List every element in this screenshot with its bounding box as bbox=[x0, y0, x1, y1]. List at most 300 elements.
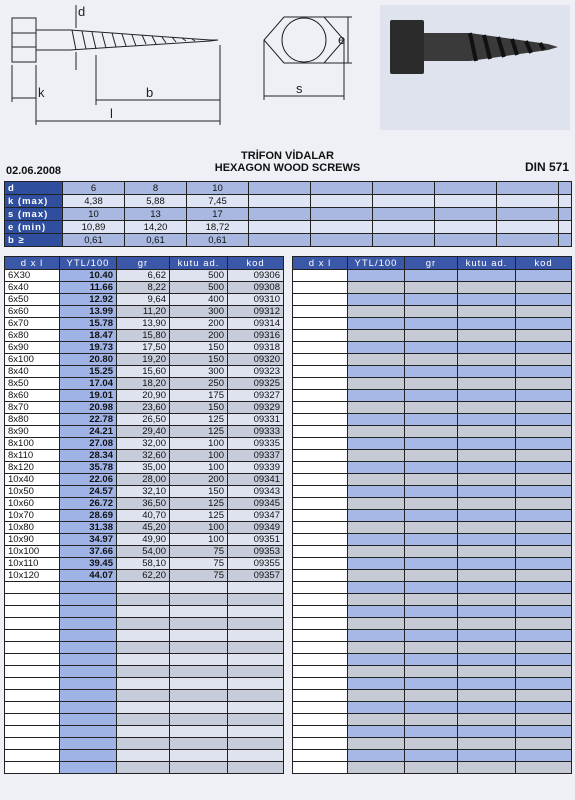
spec-empty-cell bbox=[435, 182, 497, 195]
table-cell bbox=[516, 294, 572, 306]
table-cell bbox=[348, 606, 405, 618]
table-cell bbox=[458, 678, 516, 690]
spec-empty-cell bbox=[249, 221, 311, 234]
spec-empty-cell bbox=[497, 208, 559, 221]
table-cell: 34.97 bbox=[60, 534, 117, 546]
table-cell: 6x60 bbox=[5, 306, 60, 318]
spec-empty-cell bbox=[373, 195, 435, 208]
table-cell bbox=[516, 438, 572, 450]
table-cell bbox=[405, 270, 458, 282]
spec-empty-cell bbox=[311, 234, 373, 247]
table-cell: 36,50 bbox=[117, 498, 170, 510]
spec-empty-cell bbox=[559, 195, 572, 208]
table-cell bbox=[60, 714, 117, 726]
table-cell bbox=[117, 726, 170, 738]
spec-empty-cell bbox=[497, 234, 559, 247]
table-cell bbox=[405, 726, 458, 738]
table-row bbox=[5, 678, 284, 690]
table-cell bbox=[405, 738, 458, 750]
table-cell bbox=[458, 558, 516, 570]
dim-d-label: d bbox=[78, 4, 86, 19]
table-cell: 75 bbox=[170, 570, 228, 582]
table-cell bbox=[60, 594, 117, 606]
table-row bbox=[5, 558, 284, 570]
table-cell bbox=[348, 714, 405, 726]
table-cell bbox=[458, 498, 516, 510]
table-cell bbox=[5, 678, 60, 690]
table-cell: 18,20 bbox=[117, 378, 170, 390]
spec-empty-cell bbox=[311, 195, 373, 208]
table-row bbox=[5, 762, 284, 774]
table-cell bbox=[293, 678, 348, 690]
table-cell bbox=[405, 666, 458, 678]
spec-empty-cell bbox=[373, 182, 435, 195]
table-cell bbox=[228, 678, 284, 690]
table-row bbox=[293, 402, 572, 414]
table-row bbox=[293, 654, 572, 666]
table-row bbox=[5, 630, 284, 642]
table-cell bbox=[348, 570, 405, 582]
table-cell: 8x60 bbox=[5, 390, 60, 402]
table-cell bbox=[170, 594, 228, 606]
table-cell bbox=[293, 426, 348, 438]
table-cell bbox=[60, 738, 117, 750]
table-cell bbox=[458, 510, 516, 522]
table-cell: 20,90 bbox=[117, 390, 170, 402]
table-cell: 19,20 bbox=[117, 354, 170, 366]
spec-empty-cell bbox=[249, 234, 311, 247]
spec-empty-cell bbox=[435, 221, 497, 234]
table-cell: 26.72 bbox=[60, 498, 117, 510]
table-cell bbox=[458, 366, 516, 378]
table-cell bbox=[405, 426, 458, 438]
table-row bbox=[293, 414, 572, 426]
table-cell bbox=[60, 582, 117, 594]
table-row bbox=[293, 510, 572, 522]
table-cell bbox=[516, 690, 572, 702]
table-cell bbox=[228, 726, 284, 738]
table-cell bbox=[458, 486, 516, 498]
table-row bbox=[293, 678, 572, 690]
table-cell bbox=[405, 510, 458, 522]
table-cell bbox=[348, 654, 405, 666]
table-cell: 200 bbox=[170, 318, 228, 330]
table-cell bbox=[228, 750, 284, 762]
table-cell bbox=[405, 678, 458, 690]
table-row bbox=[293, 354, 572, 366]
table-cell bbox=[458, 342, 516, 354]
table-cell: 100 bbox=[170, 438, 228, 450]
table-cell: 09310 bbox=[228, 294, 284, 306]
table-cell: 8,22 bbox=[117, 282, 170, 294]
table-cell bbox=[458, 378, 516, 390]
table-cell bbox=[405, 606, 458, 618]
table-cell: 23,60 bbox=[117, 402, 170, 414]
table-cell bbox=[293, 630, 348, 642]
spec-value: 6 bbox=[63, 182, 125, 195]
table-cell bbox=[348, 390, 405, 402]
table-cell bbox=[405, 654, 458, 666]
table-cell bbox=[405, 630, 458, 642]
table-cell bbox=[228, 582, 284, 594]
table-cell: 150 bbox=[170, 354, 228, 366]
table-cell bbox=[405, 762, 458, 774]
table-cell: 28,00 bbox=[117, 474, 170, 486]
table-cell bbox=[228, 618, 284, 630]
table-row bbox=[5, 594, 284, 606]
spec-label: k (max) bbox=[5, 195, 63, 208]
table-cell bbox=[516, 750, 572, 762]
table-cell: 6x70 bbox=[5, 318, 60, 330]
spec-empty-cell bbox=[559, 182, 572, 195]
table-cell bbox=[293, 306, 348, 318]
table-cell: 15.25 bbox=[60, 366, 117, 378]
table-cell bbox=[348, 678, 405, 690]
table-cell bbox=[405, 750, 458, 762]
table-cell bbox=[405, 642, 458, 654]
table-cell bbox=[170, 606, 228, 618]
dim-k-label: k bbox=[38, 85, 45, 100]
table-row bbox=[293, 750, 572, 762]
table-cell bbox=[293, 270, 348, 282]
table-cell bbox=[348, 618, 405, 630]
table-cell: 6x50 bbox=[5, 294, 60, 306]
table-cell bbox=[293, 654, 348, 666]
table-cell: 35.78 bbox=[60, 462, 117, 474]
table-cell bbox=[5, 690, 60, 702]
table-cell bbox=[348, 510, 405, 522]
table-cell: 200 bbox=[170, 330, 228, 342]
table-cell bbox=[228, 594, 284, 606]
table-cell bbox=[458, 294, 516, 306]
table-cell: 09349 bbox=[228, 522, 284, 534]
table-cell: 09339 bbox=[228, 462, 284, 474]
table-row bbox=[293, 582, 572, 594]
table-cell bbox=[117, 678, 170, 690]
table-cell: 400 bbox=[170, 294, 228, 306]
table-cell bbox=[117, 642, 170, 654]
table-cell: 19.01 bbox=[60, 390, 117, 402]
table-cell bbox=[228, 630, 284, 642]
spec-value: 13 bbox=[125, 208, 187, 221]
table-row bbox=[293, 726, 572, 738]
table-cell bbox=[516, 678, 572, 690]
table-cell: 54,00 bbox=[117, 546, 170, 558]
table-cell bbox=[117, 702, 170, 714]
table-cell: 09308 bbox=[228, 282, 284, 294]
table-cell: 09327 bbox=[228, 390, 284, 402]
table-cell: 37.66 bbox=[60, 546, 117, 558]
table-cell bbox=[60, 702, 117, 714]
spec-empty-cell bbox=[497, 182, 559, 195]
table-cell: 15,60 bbox=[117, 366, 170, 378]
table-cell bbox=[458, 318, 516, 330]
table-row bbox=[5, 546, 284, 558]
table-cell bbox=[170, 642, 228, 654]
table-cell bbox=[348, 534, 405, 546]
spec-value: 5,88 bbox=[125, 195, 187, 208]
table-row bbox=[293, 342, 572, 354]
table-row bbox=[5, 498, 284, 510]
standard-code: DIN 571 bbox=[524, 160, 569, 174]
table-cell bbox=[516, 714, 572, 726]
table-cell bbox=[170, 630, 228, 642]
table-cell bbox=[516, 306, 572, 318]
table-cell: 11,20 bbox=[117, 306, 170, 318]
table-cell bbox=[60, 750, 117, 762]
table-cell bbox=[516, 354, 572, 366]
table-cell bbox=[293, 570, 348, 582]
table-cell bbox=[405, 690, 458, 702]
document-date: 02.06.2008 bbox=[6, 165, 62, 177]
table-cell bbox=[348, 294, 405, 306]
table-cell bbox=[293, 690, 348, 702]
table-cell bbox=[60, 690, 117, 702]
table-cell: 8x100 bbox=[5, 438, 60, 450]
table-cell bbox=[405, 366, 458, 378]
table-cell bbox=[170, 678, 228, 690]
table-cell bbox=[516, 486, 572, 498]
table-cell: 32,10 bbox=[117, 486, 170, 498]
table-row bbox=[5, 378, 284, 390]
table-cell: 300 bbox=[170, 366, 228, 378]
table-cell bbox=[458, 426, 516, 438]
table-cell: 09337 bbox=[228, 450, 284, 462]
table-cell bbox=[293, 726, 348, 738]
table-row bbox=[5, 666, 284, 678]
table-cell bbox=[516, 462, 572, 474]
table-cell bbox=[293, 714, 348, 726]
table-row bbox=[5, 462, 284, 474]
table-cell bbox=[458, 462, 516, 474]
table-cell: 22.06 bbox=[60, 474, 117, 486]
table-cell bbox=[458, 270, 516, 282]
table-cell bbox=[405, 294, 458, 306]
spec-value: 10 bbox=[187, 182, 249, 195]
table-cell bbox=[348, 270, 405, 282]
table-cell bbox=[60, 666, 117, 678]
table-cell bbox=[516, 546, 572, 558]
table-cell bbox=[60, 630, 117, 642]
table-cell bbox=[516, 390, 572, 402]
table-cell bbox=[228, 666, 284, 678]
table-row bbox=[293, 318, 572, 330]
table-cell bbox=[348, 450, 405, 462]
table-cell bbox=[5, 726, 60, 738]
table-cell bbox=[458, 606, 516, 618]
table-cell bbox=[5, 594, 60, 606]
table-cell: 09345 bbox=[228, 498, 284, 510]
table-cell bbox=[293, 546, 348, 558]
table-row bbox=[5, 642, 284, 654]
table-cell bbox=[5, 642, 60, 654]
table-cell bbox=[458, 714, 516, 726]
spec-value: 4,38 bbox=[63, 195, 125, 208]
table-cell bbox=[458, 534, 516, 546]
table-cell bbox=[405, 318, 458, 330]
spec-row bbox=[5, 195, 572, 208]
spec-empty-cell bbox=[311, 208, 373, 221]
table-row bbox=[293, 714, 572, 726]
table-cell bbox=[348, 486, 405, 498]
spec-label: s (max) bbox=[5, 208, 63, 221]
table-row bbox=[5, 690, 284, 702]
table-cell bbox=[458, 390, 516, 402]
table-cell bbox=[405, 342, 458, 354]
table-cell bbox=[516, 318, 572, 330]
table-cell bbox=[458, 702, 516, 714]
column-header: gr bbox=[117, 257, 170, 270]
table-cell: 09314 bbox=[228, 318, 284, 330]
dim-b-label: b bbox=[146, 85, 154, 100]
table-cell: 100 bbox=[170, 534, 228, 546]
table-row bbox=[293, 498, 572, 510]
table-cell: 40,70 bbox=[117, 510, 170, 522]
table-row bbox=[293, 630, 572, 642]
table-cell bbox=[293, 342, 348, 354]
table-row bbox=[293, 522, 572, 534]
table-cell: 09341 bbox=[228, 474, 284, 486]
table-cell bbox=[405, 582, 458, 594]
column-header: YTL/100 bbox=[60, 257, 117, 270]
column-header: gr bbox=[405, 257, 458, 270]
table-cell bbox=[348, 558, 405, 570]
table-cell bbox=[405, 414, 458, 426]
table-cell bbox=[516, 366, 572, 378]
table-row bbox=[5, 306, 284, 318]
table-cell bbox=[405, 402, 458, 414]
table-cell bbox=[405, 306, 458, 318]
table-cell bbox=[117, 690, 170, 702]
table-cell bbox=[117, 582, 170, 594]
table-row bbox=[293, 474, 572, 486]
column-header: kutu ad. bbox=[458, 257, 516, 270]
table-cell bbox=[516, 414, 572, 426]
table-cell: 09306 bbox=[228, 270, 284, 282]
table-row bbox=[293, 618, 572, 630]
table-cell bbox=[228, 714, 284, 726]
table-cell: 19.73 bbox=[60, 342, 117, 354]
table-row bbox=[5, 438, 284, 450]
table-cell bbox=[117, 714, 170, 726]
table-cell bbox=[293, 750, 348, 762]
table-cell: 10x50 bbox=[5, 486, 60, 498]
table-cell bbox=[5, 630, 60, 642]
table-cell bbox=[405, 498, 458, 510]
table-row bbox=[293, 534, 572, 546]
table-cell bbox=[293, 486, 348, 498]
table-cell: 17.04 bbox=[60, 378, 117, 390]
table-row bbox=[5, 270, 284, 282]
table-row bbox=[5, 486, 284, 498]
table-cell bbox=[293, 642, 348, 654]
table-row bbox=[5, 414, 284, 426]
table-cell bbox=[117, 606, 170, 618]
table-cell: 175 bbox=[170, 390, 228, 402]
table-cell: 250 bbox=[170, 378, 228, 390]
table-row bbox=[5, 366, 284, 378]
table-cell bbox=[293, 438, 348, 450]
table-cell bbox=[516, 342, 572, 354]
table-cell bbox=[293, 282, 348, 294]
table-cell: 125 bbox=[170, 414, 228, 426]
table-cell bbox=[348, 342, 405, 354]
table-cell bbox=[516, 498, 572, 510]
table-row bbox=[5, 330, 284, 342]
table-cell: 150 bbox=[170, 342, 228, 354]
dim-s-label: s bbox=[296, 81, 303, 96]
table-cell bbox=[5, 618, 60, 630]
table-cell bbox=[170, 702, 228, 714]
table-cell bbox=[228, 738, 284, 750]
table-cell: 100 bbox=[170, 462, 228, 474]
table-cell bbox=[348, 330, 405, 342]
table-row bbox=[293, 594, 572, 606]
table-cell bbox=[516, 606, 572, 618]
table-cell bbox=[405, 702, 458, 714]
table-cell: 62,20 bbox=[117, 570, 170, 582]
table-cell bbox=[516, 570, 572, 582]
table-cell bbox=[5, 654, 60, 666]
table-cell bbox=[170, 654, 228, 666]
table-cell bbox=[458, 474, 516, 486]
spec-empty-cell bbox=[559, 221, 572, 234]
table-cell bbox=[458, 726, 516, 738]
table-row bbox=[293, 366, 572, 378]
table-cell bbox=[458, 738, 516, 750]
table-cell bbox=[293, 582, 348, 594]
table-row bbox=[5, 390, 284, 402]
table-cell bbox=[348, 318, 405, 330]
spec-label: d bbox=[5, 182, 63, 195]
column-header: YTL/100 bbox=[348, 257, 405, 270]
table-cell bbox=[405, 522, 458, 534]
column-header: kod bbox=[228, 257, 284, 270]
table-cell: 26,50 bbox=[117, 414, 170, 426]
table-cell bbox=[458, 306, 516, 318]
table-cell bbox=[458, 402, 516, 414]
table-cell: 13,90 bbox=[117, 318, 170, 330]
table-row bbox=[5, 618, 284, 630]
spec-value: 18,72 bbox=[187, 221, 249, 234]
table-cell bbox=[458, 546, 516, 558]
table-row bbox=[293, 570, 572, 582]
table-row bbox=[293, 330, 572, 342]
table-cell bbox=[405, 450, 458, 462]
table-cell bbox=[516, 654, 572, 666]
table-row bbox=[293, 378, 572, 390]
table-cell: 8x80 bbox=[5, 414, 60, 426]
table-cell bbox=[405, 486, 458, 498]
table-row bbox=[5, 522, 284, 534]
table-cell bbox=[458, 450, 516, 462]
table-cell bbox=[293, 762, 348, 774]
table-cell: 18.47 bbox=[60, 330, 117, 342]
table-row bbox=[293, 306, 572, 318]
table-cell bbox=[293, 402, 348, 414]
table-cell bbox=[516, 378, 572, 390]
table-cell: 150 bbox=[170, 486, 228, 498]
table-cell bbox=[293, 294, 348, 306]
table-row bbox=[5, 534, 284, 546]
table-cell: 31.38 bbox=[60, 522, 117, 534]
table-cell: 32,00 bbox=[117, 438, 170, 450]
table-cell: 09335 bbox=[228, 438, 284, 450]
table-cell: 10x110 bbox=[5, 558, 60, 570]
table-cell bbox=[405, 558, 458, 570]
table-cell bbox=[458, 582, 516, 594]
table-cell: 6x100 bbox=[5, 354, 60, 366]
